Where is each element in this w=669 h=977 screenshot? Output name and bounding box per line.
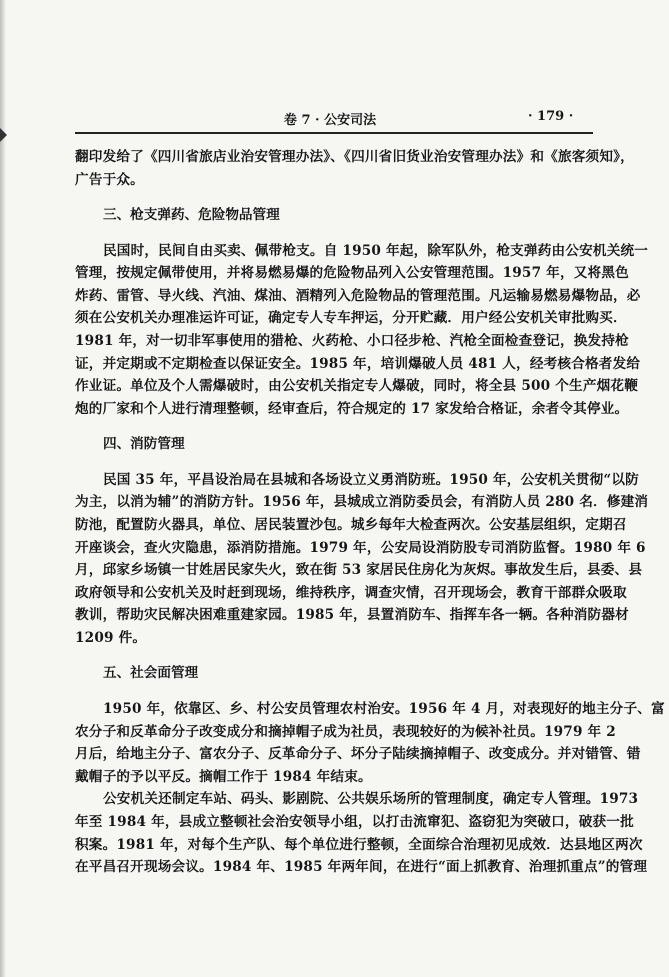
paragraph-line: 炮的厂家和个人进行清理整顿，经审查后，符合规定的 17 家发给合格证，余者令其停业。: [75, 400, 629, 417]
paragraph-line: 为主，以消为辅”的消防方针。1956 年，县城成立消防委员会，有消防人员 280 名．修建消: [75, 494, 649, 511]
paragraph-line: 政府领导和公安机关及时赶到现场，维持秩序，调查灾情，召开现场会，教育干部群众吸取: [75, 584, 627, 601]
paragraph-line: 开座谈会，查火灾隐患，添消防措施。1979 年，公安局设消防股专司消防监督。1980 年 6: [75, 539, 646, 556]
header-rule: [75, 132, 593, 134]
paragraph-line: 月后，给地主分子、富农分子、反革命分子、坏分子陆续摘掉帽子、改变成分。并对错管、错: [75, 746, 641, 763]
scan-margin-mark: [0, 128, 7, 142]
paragraph-line: 民国时，民间自由买卖、佩带枪支。自 1950 年起，除军队外，枪支弹药由公安机关统一: [103, 242, 649, 259]
paragraph-line: 民国 35 年，平昌设治局在县城和各场设立义勇消防班。1950 年，公安机关贯彻“以防: [103, 471, 639, 488]
paragraph-line: 须在公安机关办理准运许可证，确定专人专车押运，分开贮藏．用户经公安机关审批购买．: [75, 310, 627, 327]
section-heading: 五、社会面管理: [103, 665, 199, 681]
paragraph-line: 公安机关还制定车站、码头、影剧院、公共娱乐场所的管理制度，确定专人管理。1973: [103, 791, 639, 808]
paragraph-line: 1950 年，依靠区、乡、村公安员管理农村治安。1956 年 4 月，对表现好的地主分子、富: [103, 701, 665, 717]
paragraph-line: 教训，帮助灾民解决困难重建家园。1985 年，县置消防车、指挥车各一辆。各种消防器材: [75, 607, 629, 624]
page-number: · 179 ·: [528, 109, 574, 124]
paragraph-line: 翻印发给了《四川省旅店业治安管理办法》、《四川省旧货业治安管理办法》和《旅客须知》，: [75, 149, 634, 165]
paragraph-line: 防池，配置防火器具，单位、居民装置沙包。城乡每年大检查两次。公安基层组织，定期召: [75, 517, 627, 533]
paragraph-line: 管理，按规定佩带使用，并将易燃易爆的危险物品列入公安管理范围。1957 年，又将黑色: [75, 265, 629, 282]
paragraph-line: 戴帽子的予以平反。摘帽工作于 1984 年结束。: [75, 768, 372, 785]
scan-edge-shadow: [0, 0, 6, 977]
paragraph-line: 年至 1984 年，县成立整顿社会治安领导小组，以打击流窜犯、盗窃犯为突破口，破获一批: [75, 814, 634, 830]
paragraph-line: 1981 年，对一切非军事使用的猎枪、火药枪、小口径步枪、汽枪全面检查登记，换发持枪: [75, 333, 629, 349]
section-heading: 三、枪支弹药、危险物品管理: [103, 206, 280, 223]
paragraph-line: 1209 件。: [75, 630, 147, 646]
paragraph-line: 农分子和反革命分子改变成分和摘掉帽子成为社员，表现较好的为候补社员。1979 年 2: [75, 723, 616, 740]
paragraph-line: 在平昌召开现场会议。1984 年、1985 年两年间，在进行“面上抓教育、治理抓重点”的管理: [75, 859, 648, 876]
paragraph-line: 炸药、雷管、导火线、汽油、煤油、酒精列入危险物品的管理范围。凡运输易燃易爆物品，必: [75, 287, 641, 304]
running-header-title: 卷 7 · 公安司法: [283, 113, 377, 128]
paragraph-line: 作业证。单位及个人需爆破时，由公安机关指定专人爆破，同时，将全县 500 个生产烟花鞭: [75, 378, 639, 395]
paragraph-line: 广告于众。: [75, 171, 144, 188]
paragraph-line: 积案。1981 年，对每个生产队、每个单位进行整顿，全面综合治理初见成效．达县地区两次: [75, 836, 643, 853]
paragraph-line: 月，邱家乡场镇一甘姓居民家失火，致在街 53 家居民住房化为灰烬。事故发生后，县委、县: [75, 562, 643, 579]
section-heading: 四、消防管理: [103, 435, 185, 452]
paragraph-line: 证，并定期或不定期检查以保证安全。1985 年，培训爆破人员 481 人，经考核合格者发给: [75, 355, 641, 372]
